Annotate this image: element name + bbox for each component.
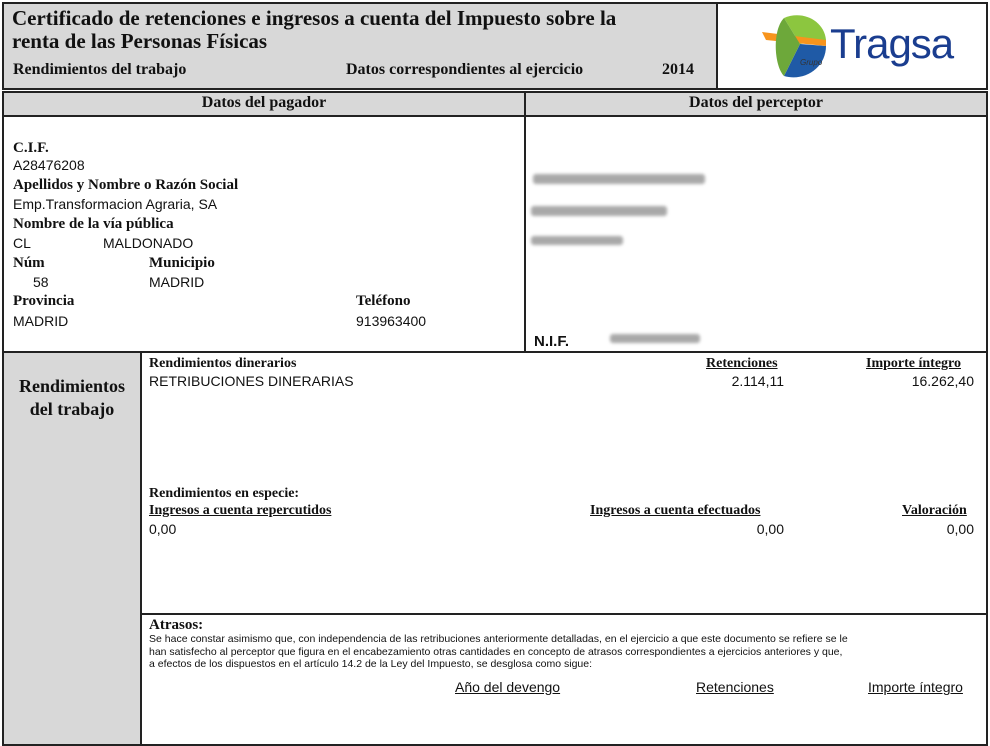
atrasos-text-line-2: han satisfecho al perceptor que figura en el encabezamiento otras cantidades en concepto de atrasos correspondientes a ejercicios anteriores y que, — [149, 645, 843, 658]
col-importe-integro: Importe íntegro — [868, 679, 963, 695]
pagador-title: Datos del pagador — [201, 94, 327, 111]
col-retenciones: Retenciones — [696, 679, 774, 695]
rendimientos-side-label — [2, 375, 142, 421]
ingresos-efectuados-value: 0,00 — [756, 521, 784, 537]
cif-value: A28476208 — [13, 157, 85, 173]
razon-value: Emp.Transformacion Agraria, SA — [13, 196, 218, 212]
side-label-line-2: del trabajo — [29, 399, 115, 419]
ingresos-efectuados-header: Ingresos a cuenta efectuados — [590, 503, 761, 518]
especie-label: Rendimientos en especie: — [149, 486, 300, 501]
dinerarios-panel — [140, 351, 988, 615]
pagador-panel — [2, 115, 526, 353]
dinerarios-importe: 16.262,40 — [911, 373, 974, 389]
title-line-2: renta de las Personas Físicas — [12, 29, 268, 53]
valoracion-header: Valoración — [902, 503, 967, 518]
redacted-address — [531, 206, 667, 216]
via-type: CL — [13, 235, 31, 251]
atrasos-text-line-3: a efectos de los dispuestos en el artículo 14.2 de la Ley del Impuesto, se desglosa como sigue: — [149, 658, 593, 670]
num-value: 58 — [33, 274, 49, 290]
ingresos-repercutidos-value: 0,00 — [149, 521, 177, 537]
side-label-line-1: Rendimientos — [18, 376, 125, 396]
provincia-value: MADRID — [13, 313, 69, 329]
dinerarios-retenciones: 2.114,11 — [731, 373, 784, 389]
via-name: MALDONADO — [103, 235, 194, 251]
tragsa-logo — [722, 6, 982, 86]
municipio-value: MADRID — [149, 274, 205, 290]
cif-label: C.I.F. — [13, 140, 49, 156]
col-anio-devengo: Año del devengo — [455, 679, 561, 695]
retenciones-header: Retenciones — [706, 356, 778, 371]
document-title — [12, 7, 712, 53]
nif-label: N.I.F. — [534, 333, 570, 350]
municipio-label: Municipio — [149, 255, 215, 271]
via-label: Nombre de la vía pública — [13, 216, 174, 232]
ejercicio-label: Datos correspondientes al ejercicio — [346, 61, 584, 78]
razon-label: Apellidos y Nombre o Razón Social — [13, 177, 239, 193]
perceptor-panel — [524, 115, 988, 353]
telefono-label: Teléfono — [356, 293, 411, 309]
importe-header: Importe íntegro — [866, 356, 961, 371]
provincia-label: Provincia — [13, 293, 75, 309]
atrasos-title: Atrasos: — [149, 617, 204, 633]
atrasos-text — [149, 633, 983, 671]
telefono-value: 913963400 — [356, 313, 427, 329]
atrasos-text-line-1: Se hace constar asimismo que, con independencia de las retribuciones anteriormente detalladas, en el ejercicio a que este documento se refiere se le — [149, 633, 848, 645]
redacted-nif — [610, 334, 700, 343]
perceptor-title: Datos del perceptor — [689, 94, 823, 111]
valoracion-value: 0,00 — [946, 521, 974, 537]
redacted-name — [533, 174, 705, 184]
ejercicio-value: 2014 — [662, 61, 694, 78]
logo-wordmark: Tragsa — [830, 20, 954, 67]
ingresos-repercutidos-header: Ingresos a cuenta repercutidos — [149, 503, 332, 518]
header-subtitle: Rendimientos del trabajo — [13, 61, 187, 78]
redacted-city — [531, 236, 623, 245]
dinerarios-concept: RETRIBUCIONES DINERARIAS — [149, 373, 354, 389]
title-line-1: Certificado de retenciones e ingresos a cuenta del Impuesto sobre la — [12, 6, 617, 30]
num-label: Núm — [13, 255, 45, 271]
logo-group-label: Grupo — [800, 58, 823, 67]
dinerarios-label: Rendimientos dinerarios — [149, 356, 297, 371]
